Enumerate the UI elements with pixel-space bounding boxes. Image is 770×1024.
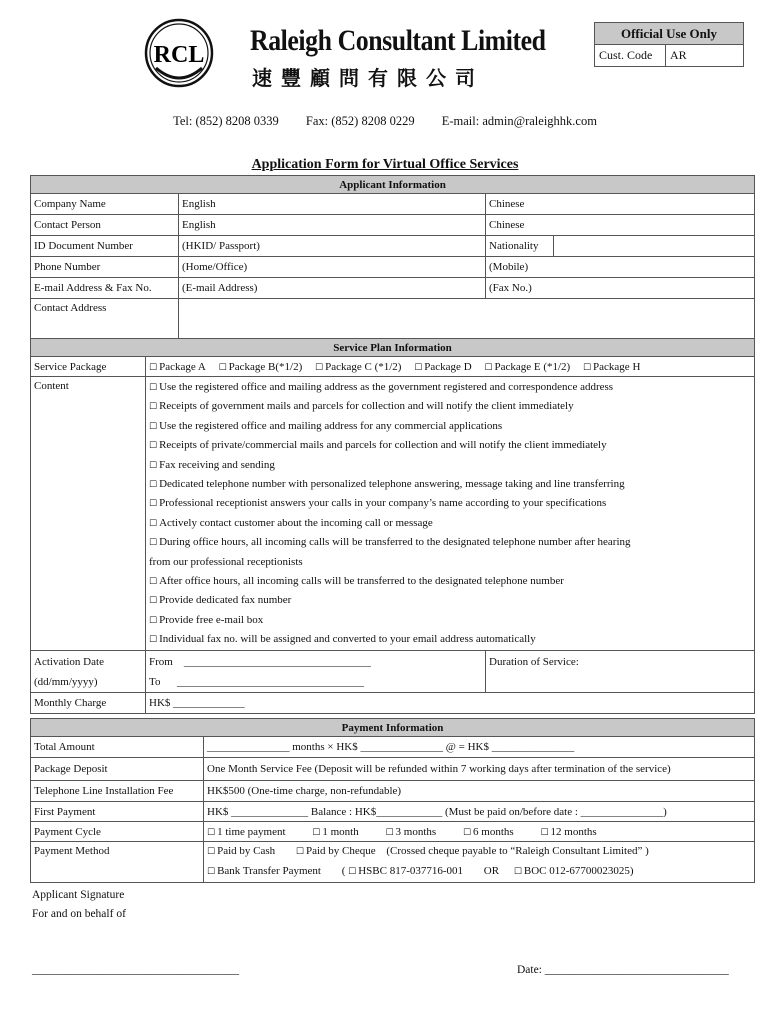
applicant-service-table [30,175,755,714]
phone-mobile-field[interactable]: (Mobile) [486,257,755,278]
svg-text:RCL: RCL [153,42,205,68]
checkbox-icon: ☐ [295,847,304,857]
checkbox-icon: ☐ [315,362,324,373]
contact-person-label: Contact Person [31,215,179,236]
checkbox-icon: ☐ [207,827,216,838]
total-amount-field[interactable]: _______________ months × HK$ _______________ @ = HK$ _______________ [204,737,755,758]
checkbox-icon: ☐ [513,867,522,877]
contact-person-en-field[interactable]: English [179,215,486,236]
cust-code-label: Cust. Code [595,45,666,67]
content-item[interactable]: ☐ During office hours, all incoming calls will be transferred to the designated telephone number after hearing [149,536,631,549]
boc-option[interactable]: ☐ BOC 012-67700023025) [513,865,634,877]
official-use-title: Official Use Only [595,23,744,45]
cycle-1-time-option[interactable]: ☐ 1 time payment [207,825,286,838]
checkbox-icon: ☐ [484,362,493,373]
package-e-option[interactable]: ☐ Package E (*1/2) [484,360,571,373]
checkbox-icon: ☐ [348,867,357,877]
phone-home-field[interactable]: (Home/Office) [179,257,486,278]
checkbox-icon: ☐ [385,827,394,838]
content-item[interactable]: ☐ After office hours, all incoming calls will be transferred to the designated telephone number [149,574,564,587]
or-label: OR [483,865,500,877]
email-fax-label: E-mail Address & Fax No. [31,278,179,299]
checkbox-icon: ☐ [149,421,158,432]
checkbox-icon: ☐ [149,460,158,471]
cust-code-value[interactable]: AR [666,45,744,67]
company-name-zh-field[interactable]: Chinese [486,194,755,215]
checkbox-icon: ☐ [149,499,158,510]
duration-value-field[interactable] [486,672,755,693]
company-name-label: Company Name [31,194,179,215]
paid-by-cash-option[interactable]: ☐ Paid by Cash [207,845,276,857]
first-payment-label: First Payment [31,802,204,822]
checkbox-icon: ☐ [414,362,423,373]
content-options [146,377,755,651]
id-document-field[interactable]: (HKID/ Passport) [179,236,486,257]
tel-install-value: HK$500 (One-time charge, non-refundable) [204,781,755,802]
checkbox-icon: ☐ [149,518,158,529]
content-item[interactable]: ☐ Provide dedicated fax number [149,594,292,607]
checkbox-icon: ☐ [207,867,216,877]
checkbox-icon: ☐ [149,402,158,413]
phone-number-label: Phone Number [31,257,179,278]
nationality-field[interactable] [554,236,755,257]
company-name-en: Raleigh Consultant Limited [250,24,546,57]
company-logo [144,18,214,88]
date-format-label: (dd/mm/yyyy) [31,672,146,693]
content-item[interactable]: ☐ Receipts of private/commercial mails and parcels for collection and will notify the client immediately [149,439,607,452]
checkbox-icon: ☐ [462,827,472,838]
service-section-header: Service Plan Information [31,339,755,357]
payment-table [30,718,755,883]
contact-info [0,114,770,129]
content-item[interactable]: ☐ Use the registered office and mailing address as the government registered and correspondence address [149,381,614,393]
cycle-1-month-option[interactable]: ☐ 1 month [312,825,359,838]
applicant-section-header: Applicant Information [31,176,755,194]
hsbc-option[interactable]: ☐ HSBC 817-037716-001 [348,865,464,877]
first-payment-field[interactable]: HK$ ______________ Balance : HK$____________ (Must be paid on/before date : _______________) [204,802,755,822]
content-item[interactable]: ☐ Individual fax no. will be assigned and converted to your email address automatically [149,633,536,646]
duration-field[interactable]: Duration of Service: [486,651,755,672]
email-address: E-mail: admin@raleighhk.com [441,114,597,128]
content-item-continuation: from our professional receptionists [149,555,303,568]
content-label: Content [31,377,146,651]
checkbox-icon: ☐ [149,635,158,646]
total-amount-label: Total Amount [31,737,204,758]
activation-date-label: Activation Date [31,651,146,672]
form-title: Application Form for Virtual Office Services [251,157,519,172]
package-a-option[interactable]: ☐ Package A [149,360,206,373]
content-item[interactable]: ☐ Professional receptionist answers your calls in your company’s name according to your specifications [149,497,607,510]
email-field[interactable]: (E-mail Address) [179,278,486,299]
content-item[interactable]: ☐ Receipts of government mails and parcels for collection and will notify the client immediately [149,400,574,413]
applicant-signature-label: Applicant Signature [32,889,125,901]
cycle-12-months-option[interactable]: ☐ 12 months [540,825,597,838]
cycle-6-months-option[interactable]: ☐ 6 months [462,825,514,838]
bank-paren: ( [341,865,346,877]
nationality-label: Nationality [486,236,554,257]
tel-install-label: Telephone Line Installation Fee [31,781,204,802]
checkbox-icon: ☐ [149,479,158,490]
id-document-label: ID Document Number [31,236,179,257]
checkbox-icon: ☐ [149,615,158,626]
content-item[interactable]: ☐ Use the registered office and mailing address for any commercial applications [149,419,503,432]
package-deposit-value: One Month Service Fee (Deposit will be refunded within 7 working days after termination of the service) [204,758,755,781]
fax-field[interactable]: (Fax No.) [486,278,755,299]
content-item[interactable]: ☐ Actively contact customer about the incoming call or message [149,516,433,529]
activation-to-field[interactable]: To __________________________________ [146,672,486,693]
package-b-option[interactable]: ☐ Package B(*1/2) [218,360,303,373]
service-package-label: Service Package [31,357,146,377]
official-use-box [594,22,744,67]
checkbox-icon: ☐ [149,362,158,373]
payment-cycle-options [204,822,755,842]
paid-by-cheque-option[interactable]: ☐ Paid by Cheque [295,845,376,857]
content-item[interactable]: ☐ Dedicated telephone number with personalized telephone answering, message taking and line transferring [149,477,625,490]
contact-address-field[interactable] [179,299,755,339]
checkbox-icon: ☐ [207,847,216,857]
fax-number: Fax: (852) 8208 0229 [305,114,415,128]
checkbox-icon: ☐ [149,441,158,452]
on-behalf-label: For and on behalf of [32,908,126,920]
checkbox-icon: ☐ [149,383,158,393]
checkbox-icon: ☐ [149,596,158,607]
checkbox-icon: ☐ [149,538,158,549]
monthly-charge-field[interactable]: HK$ _____________ [146,693,755,714]
content-item[interactable]: ☐ Provide free e-mail box [149,613,264,626]
checkbox-icon: ☐ [582,362,592,373]
checkbox-icon: ☐ [312,827,321,838]
checkbox-icon: ☐ [149,576,158,587]
signature-line[interactable]: ____________________________________ [32,964,239,976]
date-line[interactable]: Date: ________________________________ [517,964,729,976]
activation-from-field[interactable]: From __________________________________ [146,651,486,672]
package-deposit-label: Package Deposit [31,758,204,781]
package-c-option[interactable]: ☐ Package C (*1/2) [315,360,402,373]
payment-method-options [204,842,755,883]
contact-address-label: Contact Address [31,299,179,339]
company-name-zh: 速豐顧問有限公司 [252,66,484,90]
monthly-charge-label: Monthly Charge [31,693,146,714]
checkbox-icon: ☐ [218,362,227,373]
contact-person-zh-field[interactable]: Chinese [486,215,755,236]
service-package-options [146,357,755,377]
tel-number: Tel: (852) 8208 0339 [173,114,279,128]
payment-cycle-label: Payment Cycle [31,822,204,842]
payment-section-header: Payment Information [31,719,755,737]
bank-transfer-option[interactable]: ☐ Bank Transfer Payment [207,865,321,877]
signature-block [32,886,126,924]
checkbox-icon: ☐ [540,827,549,838]
cycle-3-months-option[interactable]: ☐ 3 months [385,825,437,838]
cheque-note: (Crossed cheque payable to “Raleigh Consultant Limited” ) [386,845,649,857]
content-item[interactable]: ☐ Fax receiving and sending [149,458,275,471]
package-h-option[interactable]: ☐ Package H [582,360,641,373]
package-d-option[interactable]: ☐ Package D [414,360,472,373]
company-name-en-field[interactable]: English [179,194,486,215]
payment-method-label: Payment Method [31,842,204,883]
